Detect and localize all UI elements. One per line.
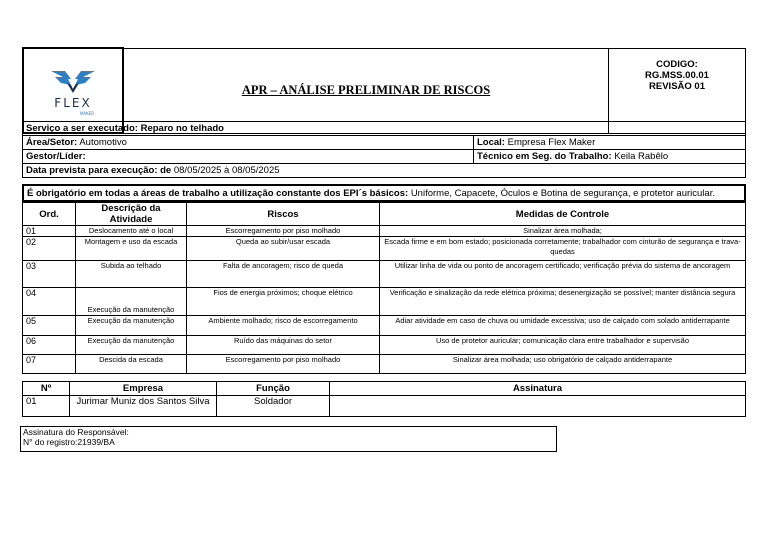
col-risks: Riscos <box>187 203 380 226</box>
local-value: Empresa Flex Maker <box>507 137 596 148</box>
row-risk: Fios de energia próximos; choque elétrico <box>187 288 380 316</box>
col-role: Função <box>217 382 330 396</box>
row-activity: Descida da escada <box>76 355 187 374</box>
epi-table <box>22 184 746 202</box>
row-risk: Falta de ancoragem; risco de queda <box>187 261 380 288</box>
row-ord: 02 <box>23 237 76 261</box>
area-cell <box>23 136 474 150</box>
row-control: Utilizar linha de vida ou ponto de ancoragem certificado; verificação prévia do sistema de ancoragem <box>380 261 746 288</box>
row-activity: Execução da manutenção <box>76 288 187 316</box>
row-activity: Subida ao telhado <box>76 261 187 288</box>
date-value: 08/05/2025 à 08/05/2025 <box>173 165 280 176</box>
table-row <box>23 261 746 288</box>
svg-text:MAKER: MAKER <box>79 110 95 116</box>
table-row <box>23 237 746 261</box>
col-controls: Medidas de Controle <box>380 203 746 226</box>
service-label: Serviço a ser executado: <box>26 123 138 134</box>
sig-company: Jurimar Muniz dos Santos Silva <box>70 396 217 417</box>
area-label: Área/Setor: <box>26 137 78 148</box>
row-control: Adiar atividade em caso de chuva ou umidade excessiva; uso de calçado com solado antiderrapante <box>380 316 746 336</box>
registration-number: N° do registro:21939/BA <box>23 437 115 447</box>
col-num: Nº <box>23 382 70 396</box>
table-row <box>23 396 746 417</box>
local-cell <box>474 136 746 150</box>
row-ord: 06 <box>23 336 76 355</box>
col-company: Empresa <box>70 382 217 396</box>
table-row <box>23 288 746 316</box>
manager-label: Gestor/Líder: <box>26 151 86 162</box>
row-risk: Escorregamento por piso molhado <box>187 355 380 374</box>
code-label: CODIGO: <box>656 58 698 70</box>
date-de: de <box>160 165 172 176</box>
code-value: RG.MSS.00.01 <box>645 69 709 81</box>
row-ord: 03 <box>23 261 76 288</box>
tech-cell <box>474 150 746 164</box>
service-row <box>23 122 746 136</box>
row-risk: Queda ao subir/usar escada <box>187 237 380 261</box>
svg-text:FLEX: FLEX <box>54 95 92 110</box>
tech-value: Keila Rabêlo <box>614 151 669 162</box>
risk-table <box>22 202 746 374</box>
table-row <box>23 226 746 237</box>
epi-label: É obrigatório em todas a áreas de trabalho a utilização constante dos EPI´s básicos: <box>27 187 409 199</box>
col-activity: Descrição da Atividade <box>76 203 187 226</box>
epi-value: Uniforme, Capacete, Óculos e Botina de segurança, e protetor auricular. <box>410 187 715 199</box>
row-ord: 07 <box>23 355 76 374</box>
flex-maker-logo <box>41 63 105 119</box>
revision-label: REVISÃO 01 <box>649 80 705 92</box>
row-ord: 01 <box>23 226 76 237</box>
row-activity: Montagem e uso da escada <box>76 237 187 261</box>
row-risk: Ambiente molhado; risco de escorregamento <box>187 316 380 336</box>
row-ord: 05 <box>23 316 76 336</box>
col-signature: Assinatura <box>330 382 746 396</box>
sig-num: 01 <box>23 396 70 417</box>
table-row <box>23 336 746 355</box>
row-control: Sinalizar área molhada; uso obrigatório de calçado antiderrapante <box>380 355 746 374</box>
row-risk: Escorregamento por piso molhado <box>187 226 380 237</box>
row-control: Sinalizar área molhada; <box>380 226 746 237</box>
table-row <box>23 316 746 336</box>
row-risk: Ruído das máquinas do setor <box>187 336 380 355</box>
responsible-box <box>20 426 557 452</box>
area-value: Automotivo <box>79 137 127 148</box>
signature-table <box>22 381 746 417</box>
sig-signature <box>330 396 746 417</box>
col-ord: Ord. <box>23 203 76 226</box>
row-ord: 04 <box>23 288 76 316</box>
local-label: Local: <box>477 137 505 148</box>
row-activity: Execução da manutenção <box>76 336 187 355</box>
manager-cell <box>23 150 474 164</box>
row-activity: Execução da manutenção <box>76 316 187 336</box>
info-table <box>22 121 746 178</box>
tech-label: Técnico em Seg. do Trabalho: <box>477 151 612 162</box>
date-label: Data prevista para execução: <box>26 165 158 176</box>
service-value: Reparo no telhado <box>140 123 224 134</box>
row-control: Uso de protetor auricular; comunicação clara entre trabalhador e supervisão <box>380 336 746 355</box>
row-activity: Deslocamento até o local <box>76 226 187 237</box>
date-row <box>23 164 746 178</box>
epi-row <box>23 185 745 201</box>
row-control: Escada firme e em bom estado; posicionada corretamente; trabalhador com cinturão de segurança e trava-quedas <box>380 237 746 261</box>
responsible-signature-label: Assinatura do Responsável: <box>23 427 129 437</box>
document-title: APR – ANÁLISE PRELIMINAR DE RISCOS <box>123 48 609 133</box>
sig-role: Soldador <box>217 396 330 417</box>
row-control: Verificação e sinalização da rede elétrica próxima; desenergização se possível; manter distância segura <box>380 288 746 316</box>
table-row <box>23 355 746 374</box>
